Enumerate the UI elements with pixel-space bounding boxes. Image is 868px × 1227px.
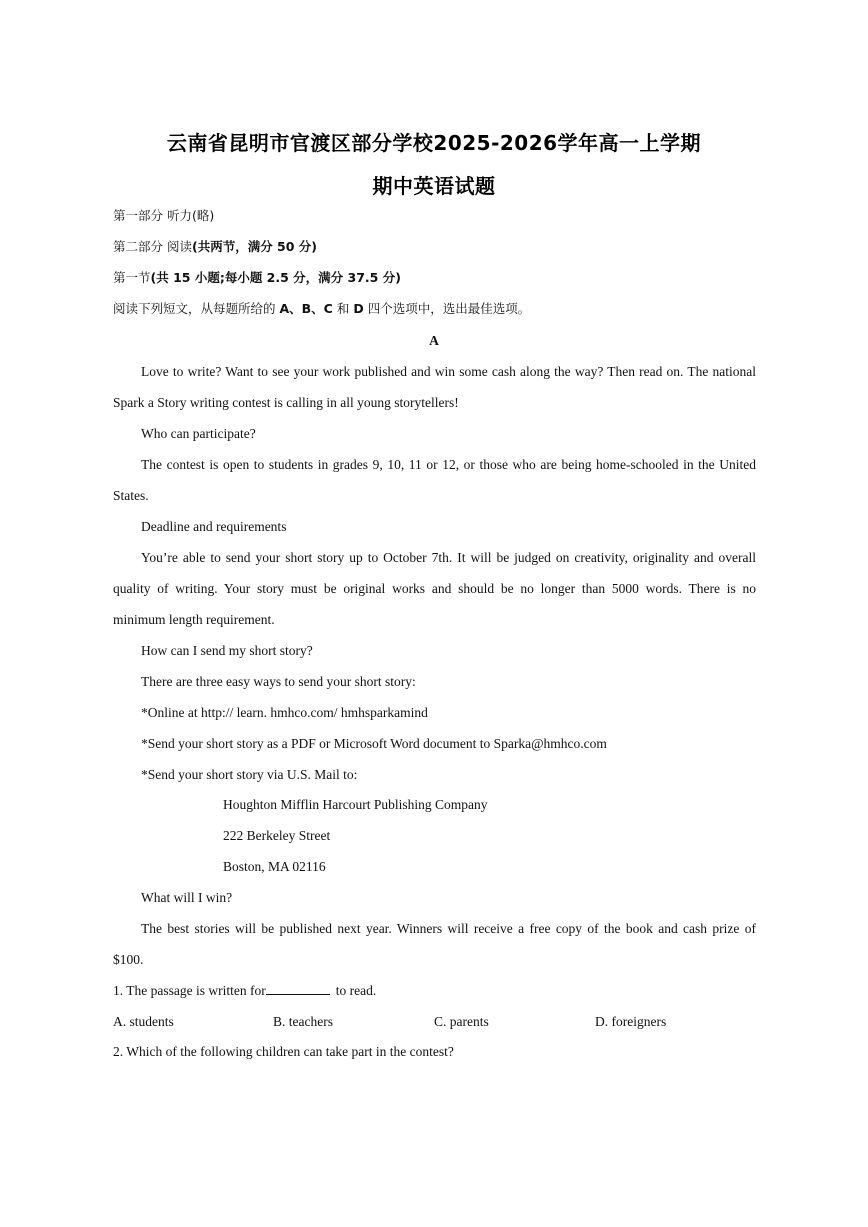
- passage-line: The contest is open to students in grades 9, 10, 11 or 12, or those who are being home-schooled in the United: [141, 457, 756, 472]
- question-1-option-b: B. teachers: [273, 1014, 333, 1029]
- passage-line: Love to write? Want to see your work published and win some cash along the way? Then read on. The national: [141, 364, 756, 379]
- instruction-d: D: [353, 301, 364, 316]
- question-1-stem-post: to read.: [335, 983, 377, 998]
- instruction-post: 四个选项中，选出最佳选项。: [363, 301, 531, 316]
- part2-score: (共两节，满分 50 分): [191, 239, 318, 254]
- section1-prefix: 第一节: [113, 270, 151, 285]
- passage-line: The best stories will be published next year. Winners will receive a free copy of the book and cash prize of: [141, 921, 756, 936]
- question-1-stem: [113, 982, 756, 1000]
- passage-label: A: [429, 333, 439, 348]
- passage-bullet: *Send your short story via U.S. Mail to:: [141, 767, 358, 782]
- part2-heading: [113, 238, 756, 256]
- passage-line: There are three easy ways to send your short story:: [141, 674, 416, 689]
- address-line: 222 Berkeley Street: [223, 828, 331, 843]
- section1-score: (共 15 小题;每小题 2.5 分，满分 37.5 分): [150, 270, 401, 285]
- question-1-stem-pre: 1. The passage is written for: [113, 983, 266, 998]
- instruction-and: 和: [332, 301, 354, 316]
- passage-line: Spark a Story writing contest is calling in all young storytellers!: [113, 395, 459, 410]
- passage-bullet: *Send your short story as a PDF or Microsoft Word document to Sparka@hmhco.com: [141, 736, 607, 751]
- question-2-stem: 2. Which of the following children can take part in the contest?: [113, 1044, 454, 1059]
- question-1-option-c: C. parents: [434, 1014, 489, 1029]
- passage-line: minimum length requirement.: [113, 612, 275, 627]
- address-line: Boston, MA 02116: [223, 859, 326, 874]
- passage-line: quality of writing. Your story must be original works and should be no longer than 5000 words. There is no: [113, 581, 756, 596]
- instruction-pre: 阅读下列短文，从每题所给的: [113, 301, 280, 316]
- instruction-options: A、B、C: [279, 301, 333, 316]
- passage-subheading: Who can participate?: [141, 426, 256, 441]
- passage-subheading: Deadline and requirements: [141, 519, 287, 534]
- passage-subheading: How can I send my short story?: [141, 643, 313, 658]
- question-1-option-a: A. students: [113, 1014, 174, 1029]
- passage-subheading: What will I win?: [141, 890, 233, 905]
- part2-prefix: 第二部分 阅读: [113, 239, 192, 254]
- answer-blank: [266, 982, 330, 995]
- address-line: Houghton Mifflin Harcourt Publishing Company: [223, 797, 488, 812]
- passage-line: $100.: [113, 952, 144, 967]
- exam-title-line1: 云南省昆明市官渡区部分学校2025-2026学年高一上学期: [166, 131, 702, 155]
- passage-bullet: *Online at http:// learn. hmhco.com/ hmhsparkamind: [141, 705, 428, 720]
- section1-heading: [113, 269, 756, 287]
- passage-line: States.: [113, 488, 149, 503]
- part1-heading: 第一部分 听力(略): [113, 208, 215, 223]
- exam-title-line2: 期中英语试题: [372, 174, 496, 198]
- instruction-text: [113, 300, 756, 318]
- passage-line: You’re able to send your short story up to October 7th. It will be judged on creativity, originality and overall: [141, 550, 756, 565]
- question-1-option-d: D. foreigners: [595, 1014, 667, 1029]
